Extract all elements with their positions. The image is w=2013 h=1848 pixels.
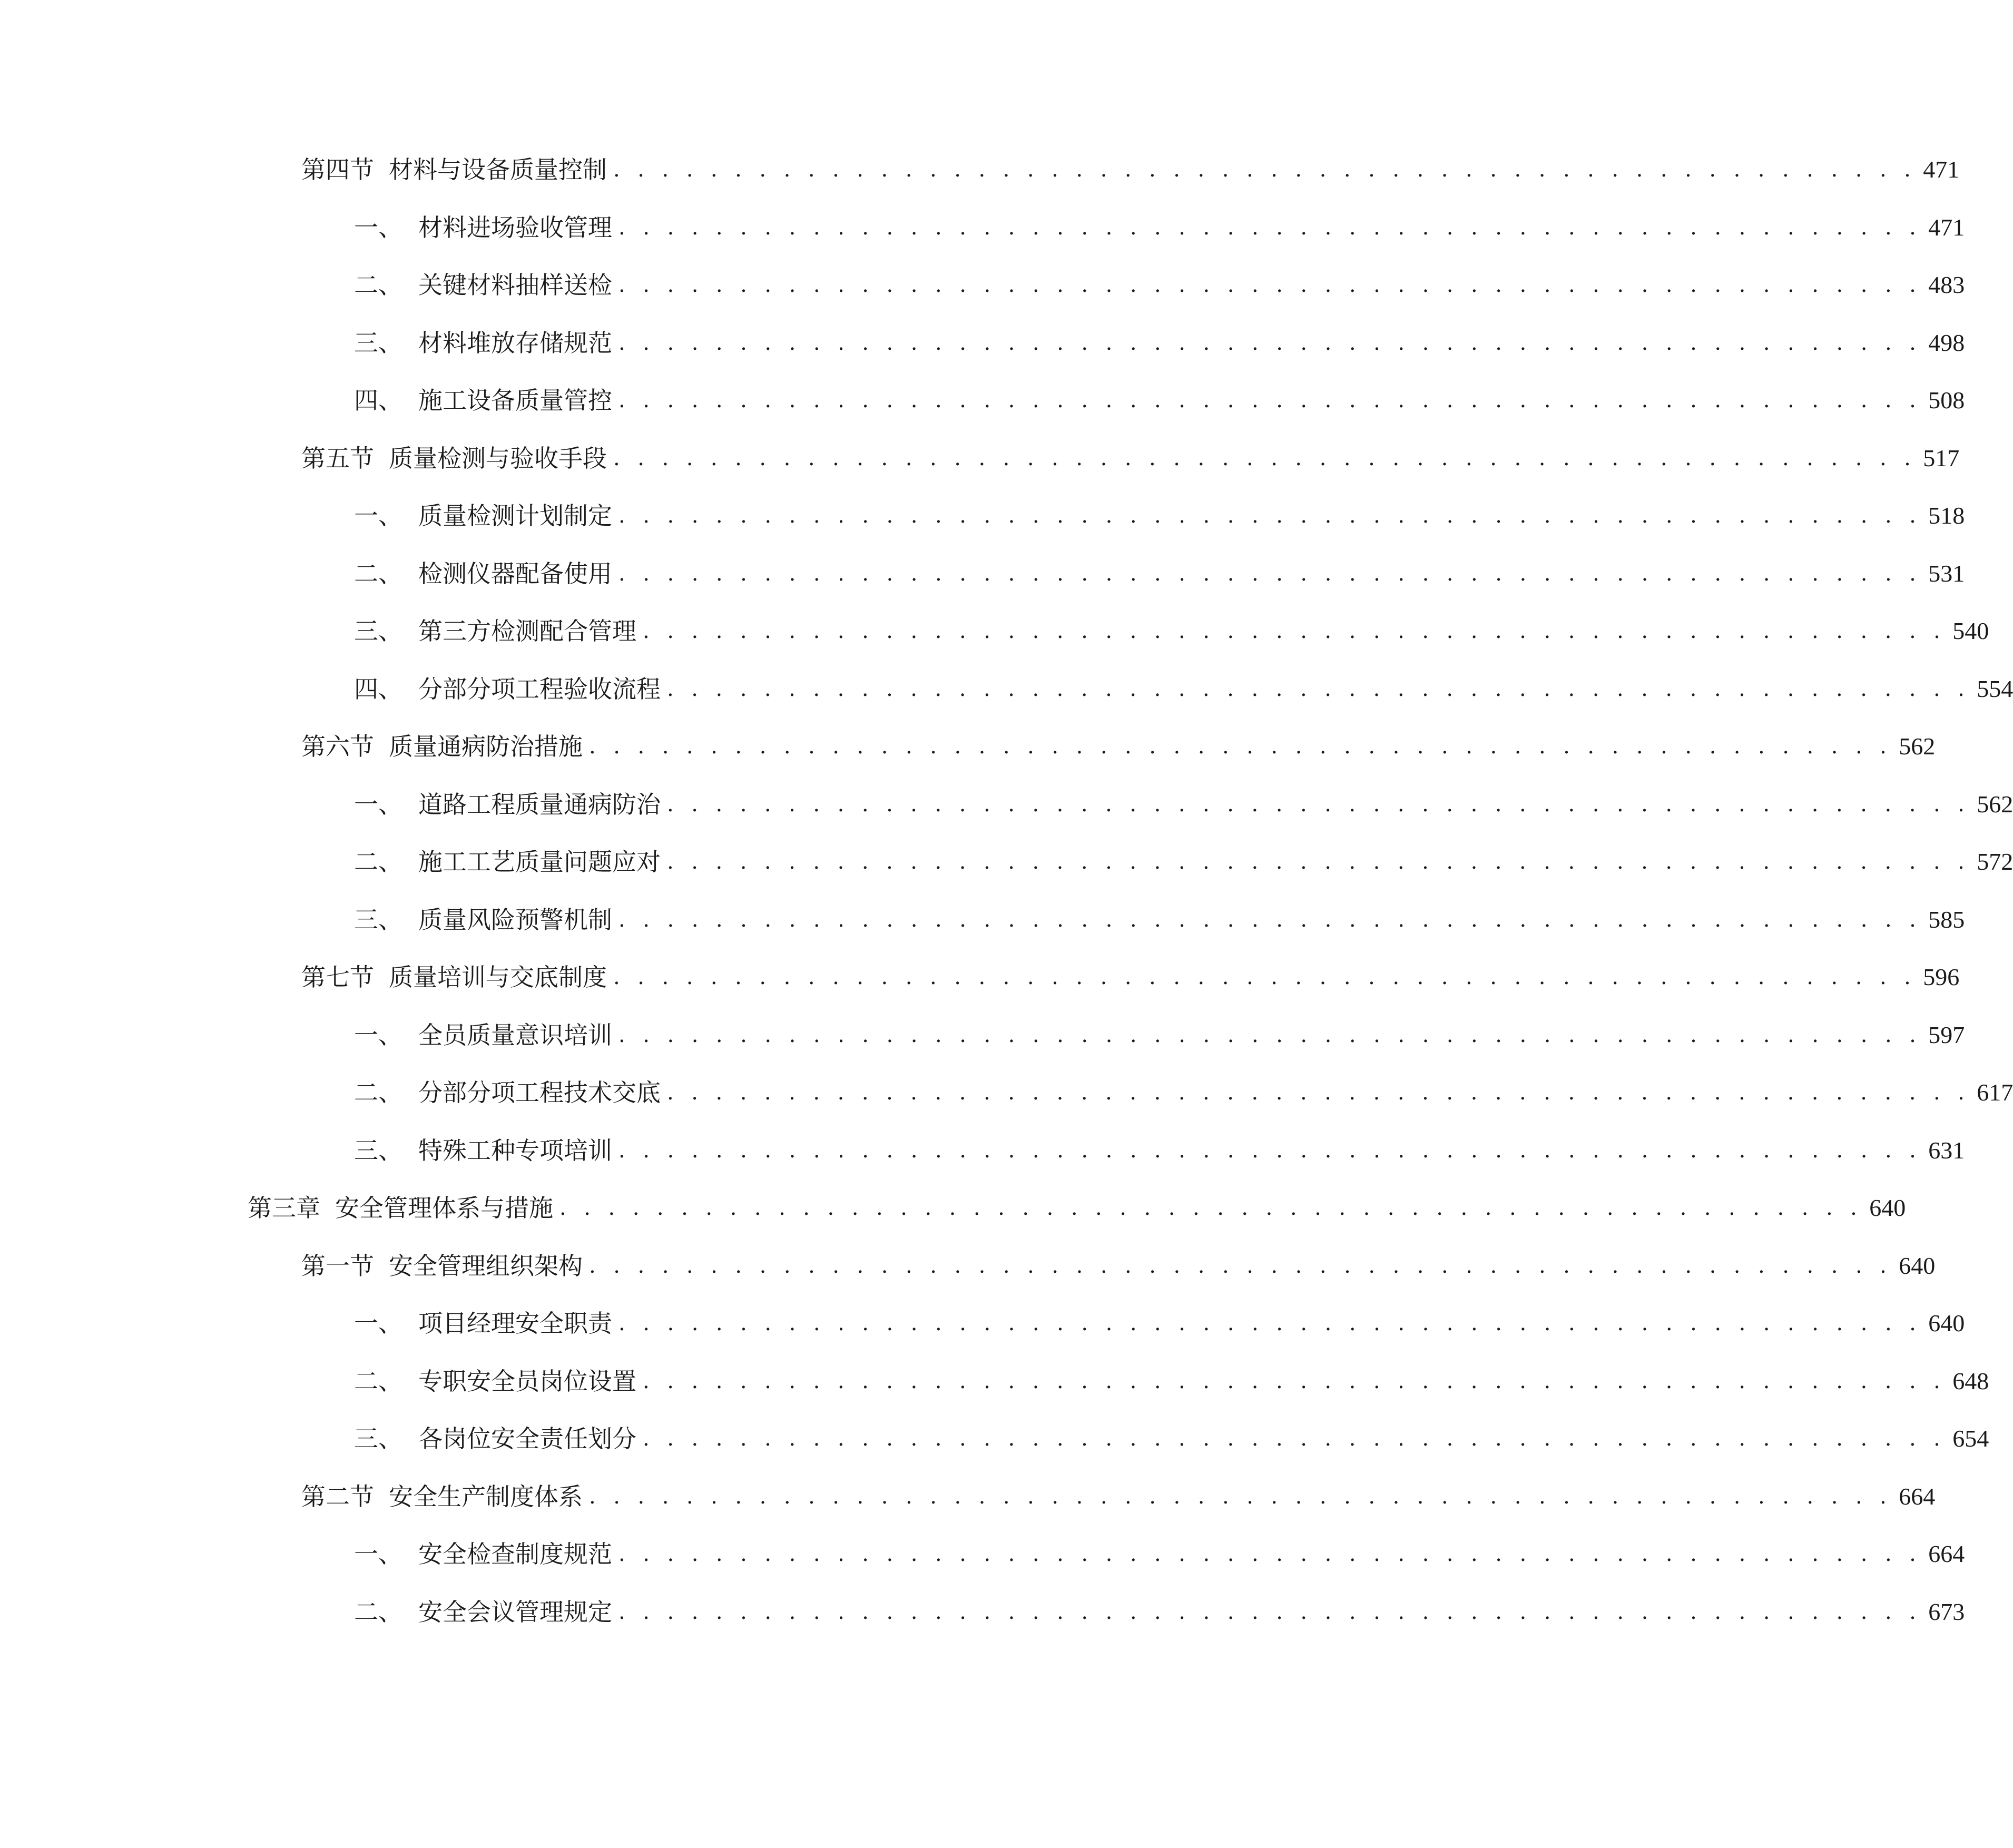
toc-entry-page-number: 572 xyxy=(1977,848,2013,875)
toc-entry-marker: 三、 xyxy=(354,905,402,934)
toc-dot-leader: . . . . . . . . . . . . . . . . . . . . . . . . . . . . . . . . . . . . . . . . . . . . . . . . . . . . . . xyxy=(618,1138,1922,1163)
toc-entry-marker: 第六节 xyxy=(301,732,374,761)
toc-dot-leader: . . . . . . . . . . . . . . . . . . . . . . . . . . . . . . . . . . . . . . . . . . . . . . . . . . . . . . xyxy=(667,1080,1970,1105)
toc-entry-marker: 第五节 xyxy=(301,444,374,473)
toc-entry-item[interactable] xyxy=(354,1129,1965,1166)
toc-dot-leader: . . . . . . . . . . . . . . . . . . . . . . . . . . . . . . . . . . . . . . . . . . . . . . . . . . . . . . xyxy=(618,1311,1922,1335)
toc-dot-leader: . . . . . . . . . . . . . . . . . . . . . . . . . . . . . . . . . . . . . . . . . . . . . . . . . . . . . . xyxy=(667,792,1970,817)
toc-dot-leader: . . . . . . . . . . . . . . . . . . . . . . . . . . . . . . . . . . . . . . . . . . . . . . . . . . . . . . xyxy=(643,1427,1946,1451)
toc-entry-title: 材料堆放存储规范 xyxy=(418,328,612,357)
toc-dot-leader: . . . . . . . . . . . . . . . . . . . . . . . . . . . . . . . . . . . . . . . . . . . . . . . . . . . . . . xyxy=(559,1196,1863,1220)
toc-entry-page-number: 508 xyxy=(1928,387,1965,414)
toc-dot-leader: . . . . . . . . . . . . . . . . . . . . . . . . . . . . . . . . . . . . . . . . . . . . . . . . . . . . . . xyxy=(613,158,1917,182)
toc-entry-page-number: 640 xyxy=(1899,1252,1936,1279)
toc-entry-page-number: 471 xyxy=(1928,213,1965,241)
toc-dot-leader: . . . . . . . . . . . . . . . . . . . . . . . . . . . . . . . . . . . . . . . . . . . . . . . . . . . . . . xyxy=(618,273,1922,297)
toc-entry-title: 关键材料抽样送检 xyxy=(418,271,612,299)
toc-entry-title: 质量通病防治措施 xyxy=(389,732,583,761)
toc-dot-leader: . . . . . . . . . . . . . . . . . . . . . . . . . . . . . . . . . . . . . . . . . . . . . . . . . . . . . . xyxy=(667,676,1970,701)
toc-dot-leader: . . . . . . . . . . . . . . . . . . . . . . . . . . . . . . . . . . . . . . . . . . . . . . . . . . . . . . xyxy=(618,1599,1922,1624)
toc-dot-leader: . . . . . . . . . . . . . . . . . . . . . . . . . . . . . . . . . . . . . . . . . . . . . . . . . . . . . . xyxy=(618,1023,1922,1047)
toc-entry-page-number: 554 xyxy=(1977,675,2013,702)
toc-entry-page-number: 631 xyxy=(1928,1136,1965,1164)
toc-entry-marker: 三、 xyxy=(354,1424,402,1453)
toc-entry-item[interactable] xyxy=(354,1591,1965,1628)
toc-entry-title: 施工工艺质量问题应对 xyxy=(418,848,661,876)
toc-entry-title: 道路工程质量通病防治 xyxy=(418,790,661,819)
toc-entry-title: 项目经理安全职责 xyxy=(418,1309,612,1338)
toc-entry-title: 材料与设备质量控制 xyxy=(389,155,607,184)
toc-entry-item[interactable] xyxy=(354,783,2013,820)
toc-entry-title: 安全管理体系与措施 xyxy=(335,1194,553,1222)
toc-entry-marker: 一、 xyxy=(354,1309,402,1338)
toc-entry-item[interactable] xyxy=(354,610,1989,647)
toc-entry-page-number: 597 xyxy=(1928,1021,1965,1048)
toc-entry-title: 安全管理组织架构 xyxy=(389,1251,583,1280)
toc-entry-section[interactable] xyxy=(301,725,1936,762)
toc-entry-page-number: 673 xyxy=(1928,1598,1965,1625)
toc-dot-leader: . . . . . . . . . . . . . . . . . . . . . . . . . . . . . . . . . . . . . . . . . . . . . . . . . . . . . . xyxy=(618,907,1922,932)
toc-dot-leader: . . . . . . . . . . . . . . . . . . . . . . . . . . . . . . . . . . . . . . . . . . . . . . . . . . . . . . xyxy=(618,215,1922,240)
toc-dot-leader: . . . . . . . . . . . . . . . . . . . . . . . . . . . . . . . . . . . . . . . . . . . . . . . . . . . . . . xyxy=(643,619,1946,643)
toc-entry-page-number: 518 xyxy=(1928,502,1965,529)
toc-dot-leader: . . . . . . . . . . . . . . . . . . . . . . . . . . . . . . . . . . . . . . . . . . . . . . . . . . . . . . xyxy=(618,1542,1922,1566)
toc-entry-item[interactable] xyxy=(354,1360,1989,1397)
toc-entry-marker: 第四节 xyxy=(301,155,374,184)
toc-entry-item[interactable] xyxy=(354,379,1965,416)
toc-entry-page-number: 664 xyxy=(1928,1540,1965,1567)
toc-entry-marker: 二、 xyxy=(354,1597,402,1626)
toc-entry-section[interactable] xyxy=(301,956,1960,993)
toc-entry-page-number: 648 xyxy=(1952,1367,1989,1394)
toc-entry-marker: 一、 xyxy=(354,1020,402,1049)
toc-dot-leader: . . . . . . . . . . . . . . . . . . . . . . . . . . . . . . . . . . . . . . . . . . . . . . . . . . . . . . xyxy=(589,1484,1892,1509)
toc-entry-title: 各岗位安全责任划分 xyxy=(418,1424,636,1453)
toc-entry-marker: 二、 xyxy=(354,559,402,588)
toc-entry-title: 材料进场验收管理 xyxy=(418,213,612,242)
toc-dot-leader: . . . . . . . . . . . . . . . . . . . . . . . . . . . . . . . . . . . . . . . . . . . . . . . . . . . . . . xyxy=(613,965,1917,989)
toc-entry-page-number: 471 xyxy=(1923,156,1960,183)
toc-entry-marker: 二、 xyxy=(354,1367,402,1395)
toc-dot-leader: . . . . . . . . . . . . . . . . . . . . . . . . . . . . . . . . . . . . . . . . . . . . . . . . . . . . . . xyxy=(589,1253,1892,1278)
toc-entry-section[interactable] xyxy=(301,1245,1936,1282)
toc-entry-page-number: 617 xyxy=(1977,1079,2013,1106)
toc-entry-title: 专职安全员岗位设置 xyxy=(418,1367,636,1395)
toc-entry-marker: 三、 xyxy=(354,1136,402,1165)
toc-dot-leader: . . . . . . . . . . . . . . . . . . . . . . . . . . . . . . . . . . . . . . . . . . . . . . . . . . . . . . xyxy=(589,734,1892,759)
toc-entry-section[interactable] xyxy=(301,1476,1936,1512)
toc-dot-leader: . . . . . . . . . . . . . . . . . . . . . . . . . . . . . . . . . . . . . . . . . . . . . . . . . . . . . . xyxy=(618,504,1922,528)
toc-entry-marker: 三、 xyxy=(354,617,402,645)
toc-entry-page-number: 562 xyxy=(1977,790,2013,818)
toc-entry-item[interactable] xyxy=(354,1533,1965,1570)
toc-entry-title: 检测仪器配备使用 xyxy=(418,559,612,588)
toc-entry-title: 全员质量意识培训 xyxy=(418,1020,612,1049)
toc-entry-marker: 一、 xyxy=(354,213,402,242)
toc-dot-leader: . . . . . . . . . . . . . . . . . . . . . . . . . . . . . . . . . . . . . . . . . . . . . . . . . . . . . . xyxy=(618,561,1922,586)
toc-entry-marker: 二、 xyxy=(354,271,402,299)
toc-entry-item[interactable] xyxy=(354,1072,2013,1108)
toc-dot-leader: . . . . . . . . . . . . . . . . . . . . . . . . . . . . . . . . . . . . . . . . . . . . . . . . . . . . . . xyxy=(643,1369,1946,1393)
toc-entry-page-number: 562 xyxy=(1899,733,1936,760)
toc-entry-title: 分部分项工程验收流程 xyxy=(418,674,661,703)
toc-entry-marker: 一、 xyxy=(354,790,402,819)
toc-entry-marker: 四、 xyxy=(354,674,402,703)
toc-entry-page-number: 596 xyxy=(1923,964,1960,990)
toc-entry-title: 质量检测与验收手段 xyxy=(389,444,607,473)
toc-dot-leader: . . . . . . . . . . . . . . . . . . . . . . . . . . . . . . . . . . . . . . . . . . . . . . . . . . . . . . xyxy=(618,388,1922,412)
toc-entry-page-number: 498 xyxy=(1928,329,1965,356)
toc-entry-title: 安全会议管理规定 xyxy=(418,1597,612,1626)
toc-entry-title: 质量培训与交底制度 xyxy=(389,963,607,991)
toc-entry-page-number: 540 xyxy=(1952,617,1989,644)
toc-entry-page-number: 654 xyxy=(1952,1425,1989,1452)
toc-entry-page-number: 640 xyxy=(1869,1194,1906,1221)
toc-entry-item[interactable] xyxy=(354,899,1965,936)
toc-entry-item[interactable] xyxy=(354,322,1965,359)
toc-entry-marker: 一、 xyxy=(354,1540,402,1568)
toc-entry-marker: 第三章 xyxy=(248,1194,320,1222)
toc-entry-page-number: 483 xyxy=(1928,271,1965,298)
toc-entry-item[interactable] xyxy=(354,495,1965,532)
toc-entry-title: 质量风险预警机制 xyxy=(418,905,612,934)
toc-entry-item[interactable] xyxy=(354,1418,1989,1454)
toc-entry-page-number: 640 xyxy=(1928,1310,1965,1336)
toc-entry-marker: 二、 xyxy=(354,1078,402,1107)
toc-dot-leader: . . . . . . . . . . . . . . . . . . . . . . . . . . . . . . . . . . . . . . . . . . . . . . . . . . . . . . xyxy=(667,850,1970,874)
toc-entry-page-number: 517 xyxy=(1923,444,1960,471)
toc-entry-page-number: 531 xyxy=(1928,559,1965,587)
toc-entry-section[interactable] xyxy=(301,437,1960,474)
toc-entry-title: 第三方检测配合管理 xyxy=(418,617,636,645)
toc-entry-item[interactable] xyxy=(354,1014,1965,1051)
toc-entry-marker: 一、 xyxy=(354,502,402,530)
toc-entry-marker: 第二节 xyxy=(301,1482,374,1511)
toc-entry-title: 分部分项工程技术交底 xyxy=(418,1078,661,1107)
toc-entry-page-number: 664 xyxy=(1899,1482,1936,1510)
toc-entry-title: 施工设备质量管控 xyxy=(418,386,612,415)
toc-entry-item[interactable] xyxy=(354,553,1965,589)
toc-entry-page-number: 585 xyxy=(1928,906,1965,933)
toc-entry-title: 质量检测计划制定 xyxy=(418,502,612,530)
toc-entry-item[interactable] xyxy=(354,668,2013,705)
toc-entry-marker: 第七节 xyxy=(301,963,374,991)
toc-dot-leader: . . . . . . . . . . . . . . . . . . . . . . . . . . . . . . . . . . . . . . . . . . . . . . . . . . . . . . xyxy=(618,330,1922,355)
toc-entry-item[interactable] xyxy=(354,264,1965,301)
toc-entry-item[interactable] xyxy=(354,841,2013,878)
toc-entry-marker: 四、 xyxy=(354,386,402,415)
toc-entry-item[interactable] xyxy=(354,1302,1965,1339)
toc-entry-title: 安全生产制度体系 xyxy=(389,1482,583,1511)
toc-entry-item[interactable] xyxy=(354,207,1965,243)
toc-entry-marker: 二、 xyxy=(354,848,402,876)
toc-entry-chapter[interactable] xyxy=(248,1187,1906,1224)
toc-entry-marker: 第一节 xyxy=(301,1251,374,1280)
toc-entry-marker: 三、 xyxy=(354,328,402,357)
toc-entry-section[interactable] xyxy=(301,149,1960,185)
toc-entry-title: 安全检查制度规范 xyxy=(418,1540,612,1568)
toc-entry-title: 特殊工种专项培训 xyxy=(418,1136,612,1165)
toc-dot-leader: . . . . . . . . . . . . . . . . . . . . . . . . . . . . . . . . . . . . . . . . . . . . . . . . . . . . . . xyxy=(613,446,1917,470)
